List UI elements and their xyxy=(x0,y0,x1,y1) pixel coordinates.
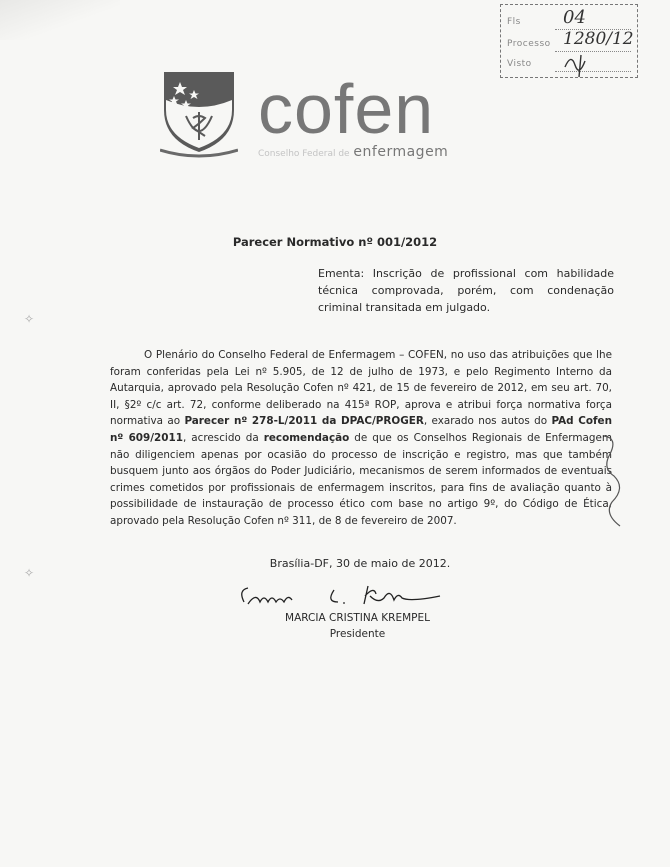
stamp-fls-value: 04 xyxy=(563,7,586,28)
stamp-fls-label: Fls xyxy=(507,17,521,27)
body-paragraph xyxy=(110,347,612,530)
stamp-visto-initials xyxy=(561,49,597,79)
protocol-stamp xyxy=(500,4,638,78)
stamp-processo-value: 1280/12 xyxy=(563,29,634,49)
logo-subtitle xyxy=(258,144,448,160)
stamp-processo-label: Processo xyxy=(507,39,551,49)
document-date: Brasília-DF, 30 de maio de 2012. xyxy=(269,557,451,570)
scan-speck: ✧ xyxy=(24,566,35,580)
stamp-visto-row xyxy=(507,59,559,69)
pad-reference: PAd Cofen nº 609/2011 xyxy=(110,415,612,444)
body-text-2: , exarado nos autos do xyxy=(423,415,552,428)
cofen-wordmark: cofen xyxy=(258,70,435,148)
logo-subtitle-enfermagem: enfermagem xyxy=(353,144,449,160)
margin-bracket-mark xyxy=(598,432,634,532)
handwritten-signature xyxy=(234,582,454,612)
body-text-1: O Plenário do Conselho Federal de Enfermagem – COFEN, no uso das atribuições que lhe foram conferidas pela Lei nº 5.905, de 12 de julho de 1973, e pelo Regimento Interno da Autarquia, aprovado pela Resolução Cofen nº 421, de 15 de fevereiro de 2012, em seu art. 70, II, §2º c/c art. 72, conforme deliberado na 415ª ROP, aprova e atribui força normativa força normativa ao xyxy=(110,349,612,428)
logo-subtitle-faint: Conselho Federal de xyxy=(258,149,350,159)
body-text-3: , acrescido da xyxy=(182,431,264,444)
stamp-processo-row xyxy=(507,39,559,49)
recommendation-word: recomendação xyxy=(263,431,350,444)
stamp-visto-label: Visto xyxy=(507,59,532,69)
page-fold-shadow xyxy=(0,0,120,40)
stamp-fls-row xyxy=(507,17,559,27)
signer-name: MARCIA CRISTINA KREMPEL xyxy=(285,612,430,624)
signer-role: Presidente xyxy=(329,628,386,640)
signer-block xyxy=(0,610,670,642)
scan-speck: ✧ xyxy=(24,312,35,326)
cofen-emblem xyxy=(160,70,238,160)
ementa: Ementa: Inscrição de profissional com habilidade técnica comprovada, porém, com condenação criminal transitada em julgado. xyxy=(318,267,614,314)
document-title: Parecer Normativo nº 001/2012 xyxy=(232,235,438,249)
document-body xyxy=(110,347,612,530)
parecer-reference: Parecer nº 278-L/2011 da DPAC/PROGER xyxy=(184,415,424,428)
body-text-4: de que os Conselhos Regionais de Enfermagem não diligenciem apenas por ocasião do processo de inscrição e registro, mas que também busquem junto aos órgãos do Poder Judiciário, mecanismos de serem informados de eventuais crimes cometidos por profissionais de enfermagem inscritos, para fins de avaliação quanto à possibilidade de instauração de processo ético com base no artigo 9º, do Código de Ética, aprovado pela Resolução Cofen nº 311, de 8 de fevereiro de 2007. xyxy=(110,431,612,527)
